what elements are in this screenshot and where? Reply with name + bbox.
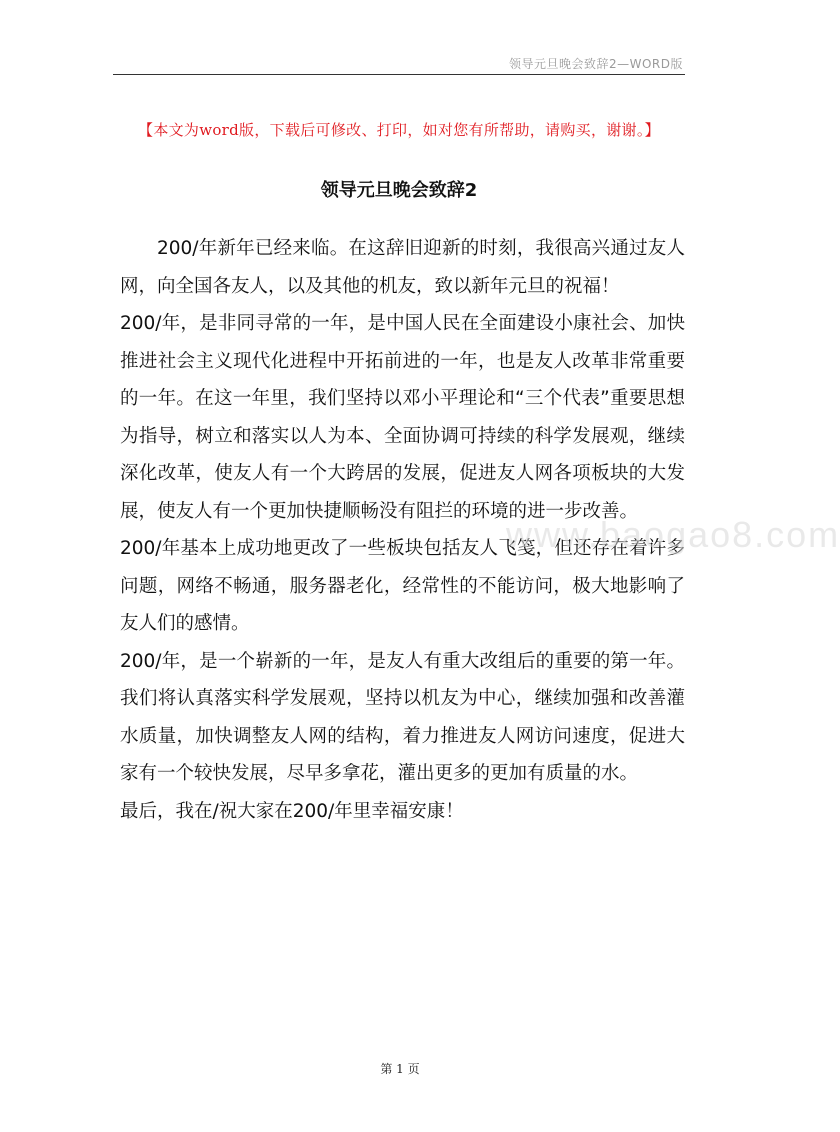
watermark: www.baogao8.com xyxy=(506,514,840,555)
header-divider xyxy=(113,74,685,75)
paragraph-2: 200/年，是非同寻常的一年，是中国人民在全面建设小康社会、加快推进社会主义现代化进程中开拓前进的一年，也是友人改革非常重要的一年。在这一年里，我们坚持以邓小平理论和“三个代表”重要思想为指导，树立和落实以人为本、全面协调可持续的科学发展观，继续深化改革，使友人有一个大跨居的发展，促进友人网各项板块的大发展，使友人有一个更加快捷顺畅没有阻拦的环境的进一步改善。 xyxy=(120,313,685,522)
paragraph-1: 200/年新年已经来临。在这辞旧迎新的时刻，我很高兴通过友人网，向全国各友人，以及其他的机友，致以新年元旦的祝福！ xyxy=(120,238,685,297)
running-header: 领导元旦晚会致辞2—WORD版 xyxy=(508,57,683,71)
document-body xyxy=(120,230,685,830)
paragraph-4: 200/年，是一个崭新的一年，是友人有重大改组后的重要的第一年。我们将认真落实科学发展观，坚持以机友为中心，继续加强和改善灌水质量，加快调整友人网的结构，着力推进友人网访问速度，促进大家有一个较快发展，尽早多拿花，灌出更多的更加有质量的水。 xyxy=(120,650,685,784)
document-title: 领导元旦晚会致辞2 xyxy=(320,180,478,201)
paragraph-5: 最后，我在/祝大家在200/年里幸福安康！ xyxy=(120,800,464,822)
page-number: 第 1 页 xyxy=(380,1062,420,1076)
paragraph-3: 200/年基本上成功地更改了一些板块包括友人飞笺，但还存在着许多问题，网络不畅通，服务器老化，经常性的不能访问，极大地影响了友人们的感情。 xyxy=(120,538,685,634)
download-notice: 【本文为word版，下载后可修改、打印，如对您有所帮助，请购买，谢谢。】 xyxy=(138,121,660,139)
